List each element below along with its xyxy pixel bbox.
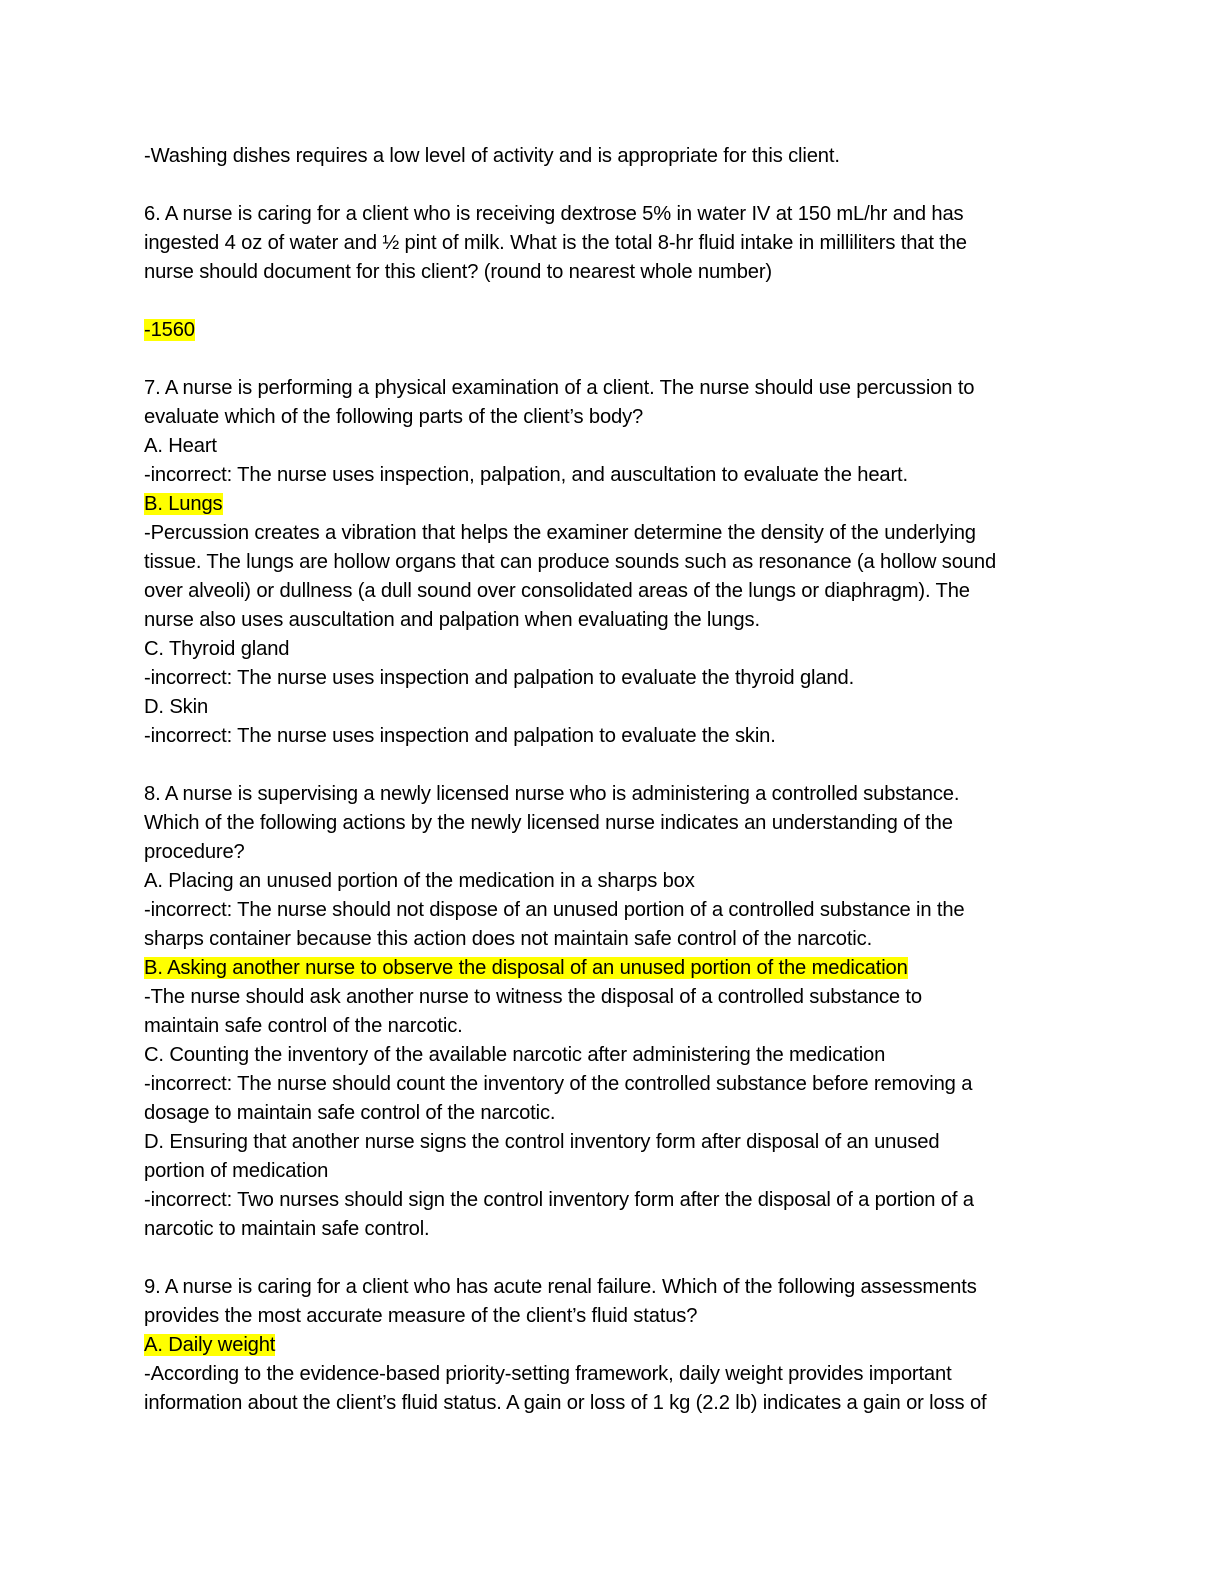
q9-rationale-a-line: -According to the evidence-based priority-setting framework, daily weight provides important bbox=[144, 1363, 952, 1385]
paragraph-gap bbox=[144, 171, 1084, 200]
paragraph-gap bbox=[144, 751, 1084, 780]
document-page bbox=[144, 142, 1084, 1418]
q7-rationale-b-line: over alveoli) or dullness (a dull sound over consolidated areas of the lungs or diaphragm). The bbox=[144, 580, 970, 602]
q7-rationale-b-line: tissue. The lungs are hollow organs that can produce sounds such as resonance (a hollow sound bbox=[144, 551, 997, 573]
paragraph-gap bbox=[144, 1244, 1084, 1273]
q9-stem-line: 9. A nurse is caring for a client who has acute renal failure. Which of the following assessments bbox=[144, 1276, 977, 1298]
q7-rationale-a: -incorrect: The nurse uses inspection, palpation, and auscultation to evaluate the heart. bbox=[144, 464, 908, 486]
q7-rationale-b-line: nurse also uses auscultation and palpation when evaluating the lungs. bbox=[144, 609, 760, 631]
q7-option-a: A. Heart bbox=[144, 435, 217, 457]
q7-stem-line: evaluate which of the following parts of the client’s body? bbox=[144, 406, 644, 428]
q7-option-c: C. Thyroid gland bbox=[144, 638, 290, 660]
q9-stem-line: provides the most accurate measure of the client’s fluid status? bbox=[144, 1305, 698, 1327]
q8-rationale-a-line: -incorrect: The nurse should not dispose of an unused portion of a controlled substance in the bbox=[144, 899, 965, 921]
q7-rationale-b-line: -Percussion creates a vibration that helps the examiner determine the density of the underlying bbox=[144, 522, 976, 544]
q6-stem-line: 6. A nurse is caring for a client who is receiving dextrose 5% in water IV at 150 mL/hr and has bbox=[144, 203, 964, 225]
q6-stem-line: ingested 4 oz of water and ½ pint of milk. What is the total 8-hr fluid intake in milliliters that the bbox=[144, 232, 967, 254]
q9-option-a: A. Daily weight bbox=[144, 1334, 276, 1356]
q8-stem-line: Which of the following actions by the newly licensed nurse indicates an understanding of the bbox=[144, 812, 953, 834]
q6-stem-line: nurse should document for this client? (round to nearest whole number) bbox=[144, 261, 772, 283]
q7-option-b: B. Lungs bbox=[144, 493, 223, 515]
paragraph-gap bbox=[144, 345, 1084, 374]
q8-option-b-line bbox=[144, 954, 1084, 983]
q8-rationale-d-line: narcotic to maintain safe control. bbox=[144, 1218, 430, 1240]
q7-option-b-line bbox=[144, 490, 1084, 519]
q8-rationale-b-line: maintain safe control of the narcotic. bbox=[144, 1015, 463, 1037]
q7-rationale-d: -incorrect: The nurse uses inspection and palpation to evaluate the skin. bbox=[144, 725, 776, 747]
q8-rationale-c-line: -incorrect: The nurse should count the inventory of the controlled substance before removing a bbox=[144, 1073, 973, 1095]
intro-text: -Washing dishes requires a low level of activity and is appropriate for this client. bbox=[144, 145, 840, 167]
q8-stem-line: 8. A nurse is supervising a newly licensed nurse who is administering a controlled substance. bbox=[144, 783, 960, 805]
q8-stem-line: procedure? bbox=[144, 841, 245, 863]
q8-rationale-b-line: -The nurse should ask another nurse to witness the disposal of a controlled substance to bbox=[144, 986, 922, 1008]
q9-option-a-line bbox=[144, 1331, 1084, 1360]
paragraph-gap bbox=[144, 287, 1084, 316]
q8-option-d-line: portion of medication bbox=[144, 1160, 329, 1182]
q8-option-c: C. Counting the inventory of the available narcotic after administering the medication bbox=[144, 1044, 886, 1066]
q7-stem-line: 7. A nurse is performing a physical examination of a client. The nurse should use percussion to bbox=[144, 377, 975, 399]
q6-answer: -1560 bbox=[144, 319, 195, 341]
q8-rationale-d-line: -incorrect: Two nurses should sign the control inventory form after the disposal of a portion of a bbox=[144, 1189, 974, 1211]
q8-option-a: A. Placing an unused portion of the medication in a sharps box bbox=[144, 870, 695, 892]
q6-answer-line bbox=[144, 316, 1084, 345]
q7-option-d: D. Skin bbox=[144, 696, 209, 718]
q8-option-b: B. Asking another nurse to observe the disposal of an unused portion of the medication bbox=[144, 957, 908, 979]
q7-rationale-c: -incorrect: The nurse uses inspection and palpation to evaluate the thyroid gland. bbox=[144, 667, 855, 689]
q9-rationale-a-line: information about the client’s fluid status. A gain or loss of 1 kg (2.2 lb) indicates a gain or loss of bbox=[144, 1392, 987, 1414]
q8-rationale-a-line: sharps container because this action does not maintain safe control of the narcotic. bbox=[144, 928, 873, 950]
q8-option-d-line: D. Ensuring that another nurse signs the control inventory form after disposal of an unused bbox=[144, 1131, 940, 1153]
q8-rationale-c-line: dosage to maintain safe control of the narcotic. bbox=[144, 1102, 556, 1124]
